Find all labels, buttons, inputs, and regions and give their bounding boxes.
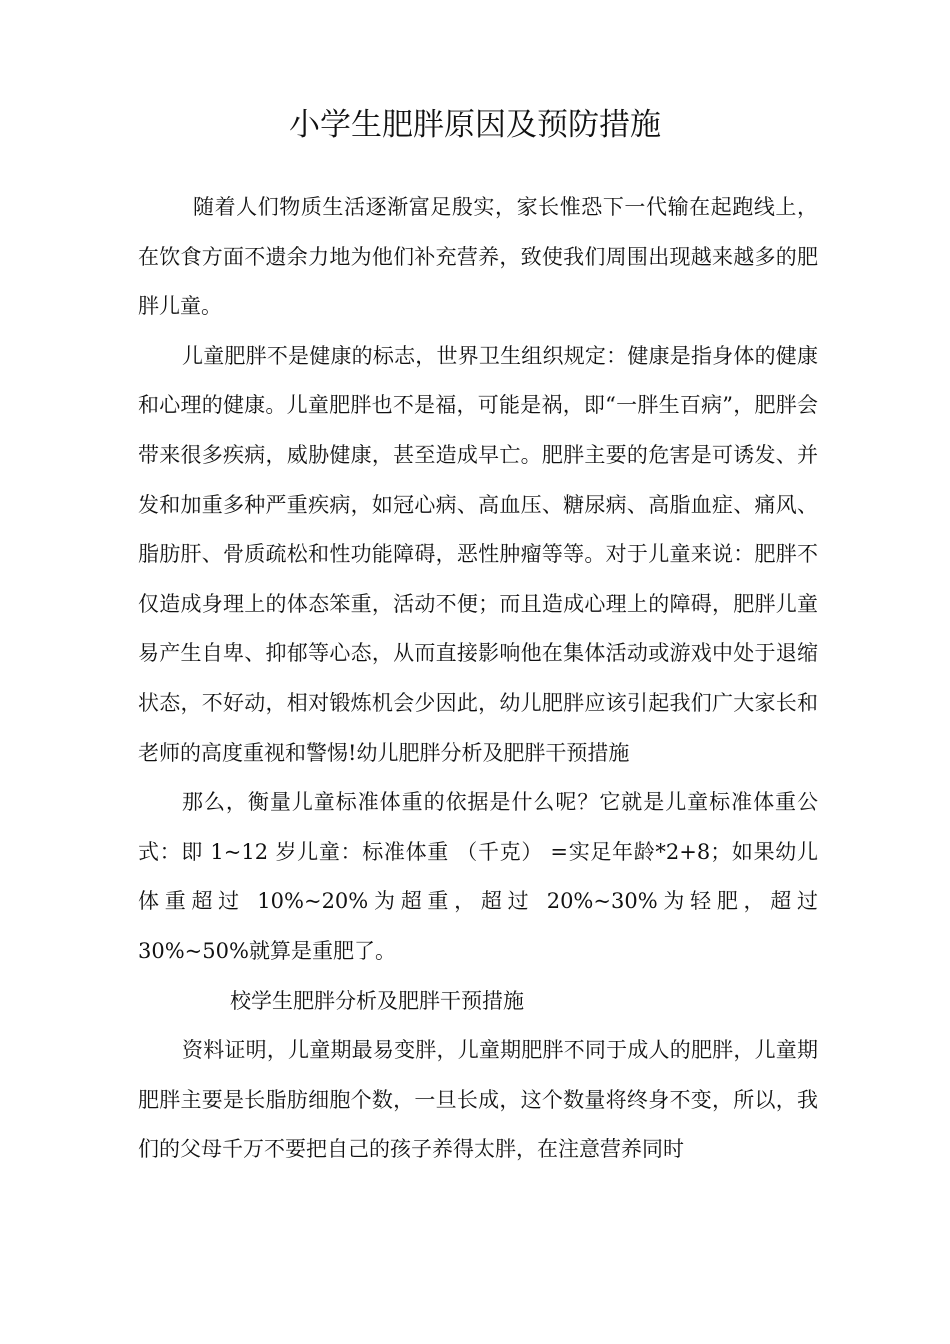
paragraph-health-risks: 儿童肥胖不是健康的标志，世界卫生组织规定：健康是指身体的健康和心理的健康。儿童肥胖也不是福，可能是祸，即“一胖生百病”，肥胖会带来很多疾病，威胁健康，甚至造成早亡。肥胖主要的危害是可诱发、并发和加重多种严重疾病，如冠心病、高血压、糖尿病、高脂血症、痛风、脂肪肝、骨质疏松和性功能障碍，恶性肿瘤等等。对于儿童来说：肥胖不仅造成身理上的体态笨重，活动不便；而且造成心理上的障碍，肥胖儿童易产生自卑、抑郁等心态，从而直接影响他在集体活动或游戏中处于退缩状态，不好动，相对锻炼机会少因此，幼儿肥胖应该引起我们广大家长和老师的高度重视和警惕!幼儿肥胖分析及肥胖干预措施: [138, 343, 818, 765]
paragraph-intro: 随着人们物质生活逐渐富足殷实，家长惟恐下一代输在起跑线上，在饮食方面不遗余力地为他们补充营养，致使我们周围出现越来越多的肥胖儿童。: [138, 195, 818, 319]
document-title: 小学生肥胖原因及预防措施: [289, 107, 661, 143]
document-body: [138, 183, 818, 1175]
section-subheading: 校学生肥胖分析及肥胖干预措施: [230, 988, 524, 1013]
paragraph-standard-weight: 那么，衡量儿童标准体重的依据是什么呢？它就是儿童标准体重公式：即 1~12 岁儿童：标准体重 （千克） =实足年龄*2+8；如果幼儿体重超过 10%~20%为超重，超过 20%~30%为轻肥，超过 30%~50%就算是重肥了。: [138, 790, 818, 963]
paragraph-evidence: 资料证明，儿童期最易变胖，儿童期肥胖不同于成人的肥胖，儿童期肥胖主要是长脂肪细胞个数，一旦长成，这个数量将终身不变，所以，我们的父母千万不要把自己的孩子养得太胖，在注意营养同时: [138, 1038, 818, 1162]
